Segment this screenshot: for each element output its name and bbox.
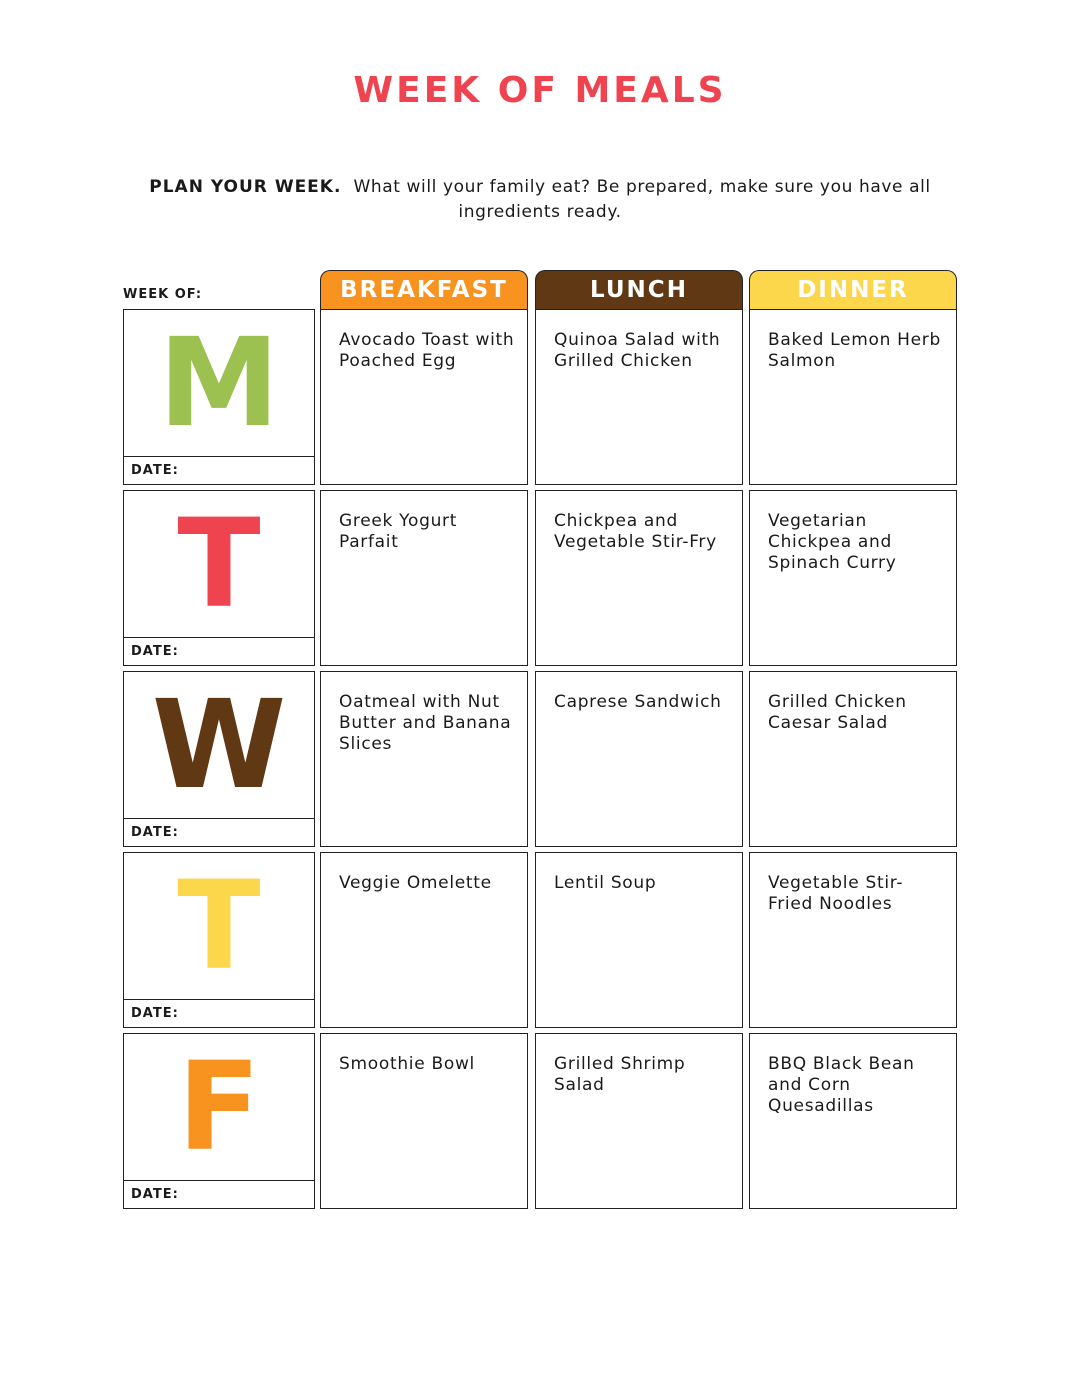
meal-cell-thursday-lunch[interactable]: Lentil Soup [535, 852, 743, 1028]
meal-cell-wednesday-breakfast[interactable]: Oatmeal with Nut Butter and Banana Slices [320, 671, 528, 847]
day-box-wednesday [123, 671, 315, 847]
date-field[interactable]: DATE: [124, 818, 314, 846]
meal-cell-monday-lunch[interactable]: Quinoa Salad with Grilled Chicken [535, 309, 743, 485]
day-box-friday [123, 1033, 315, 1209]
intro-lead: PLAN YOUR WEEK. [149, 177, 342, 197]
header-dinner: DINNER [749, 270, 957, 309]
meal-cell-friday-lunch[interactable]: Grilled Shrimp Salad [535, 1033, 743, 1209]
day-letter: F [177, 1035, 261, 1178]
meal-cell-tuesday-breakfast[interactable]: Greek Yogurt Parfait [320, 490, 528, 666]
day-box-monday [123, 309, 315, 485]
meal-cell-friday-breakfast[interactable]: Smoothie Bowl [320, 1033, 528, 1209]
header-lunch: LUNCH [535, 270, 743, 309]
meal-cell-monday-dinner[interactable]: Baked Lemon Herb Salmon [749, 309, 957, 485]
day-letter: M [158, 311, 280, 454]
date-field[interactable]: DATE: [124, 637, 314, 665]
date-field[interactable]: DATE: [124, 999, 314, 1027]
meal-cell-friday-dinner[interactable]: BBQ Black Bean and Corn Quesadillas [749, 1033, 957, 1209]
week-of-label: WEEK OF: [123, 287, 203, 302]
meal-cell-tuesday-dinner[interactable]: Vegetarian Chickpea and Spinach Curry [749, 490, 957, 666]
date-field[interactable]: DATE: [124, 1180, 314, 1208]
intro-body: What will your family eat? Be prepared, make sure you have all ingredients ready. [353, 177, 931, 222]
meal-cell-wednesday-dinner[interactable]: Grilled Chicken Caesar Salad [749, 671, 957, 847]
meal-cell-wednesday-lunch[interactable]: Caprese Sandwich [535, 671, 743, 847]
day-letter: T [177, 492, 261, 635]
day-box-thursday [123, 852, 315, 1028]
meal-cell-thursday-breakfast[interactable]: Veggie Omelette [320, 852, 528, 1028]
day-letter: T [177, 854, 261, 997]
day-box-tuesday [123, 490, 315, 666]
meal-cell-thursday-dinner[interactable]: Vegetable Stir-Fried Noodles [749, 852, 957, 1028]
date-field[interactable]: DATE: [124, 456, 314, 484]
header-breakfast: BREAKFAST [320, 270, 528, 309]
day-letter: W [151, 673, 287, 816]
page-title: WEEK OF MEALS [353, 70, 727, 111]
intro-text [130, 175, 950, 225]
meal-cell-monday-breakfast[interactable]: Avocado Toast with Poached Egg [320, 309, 528, 485]
meal-cell-tuesday-lunch[interactable]: Chickpea and Vegetable Stir-Fry [535, 490, 743, 666]
